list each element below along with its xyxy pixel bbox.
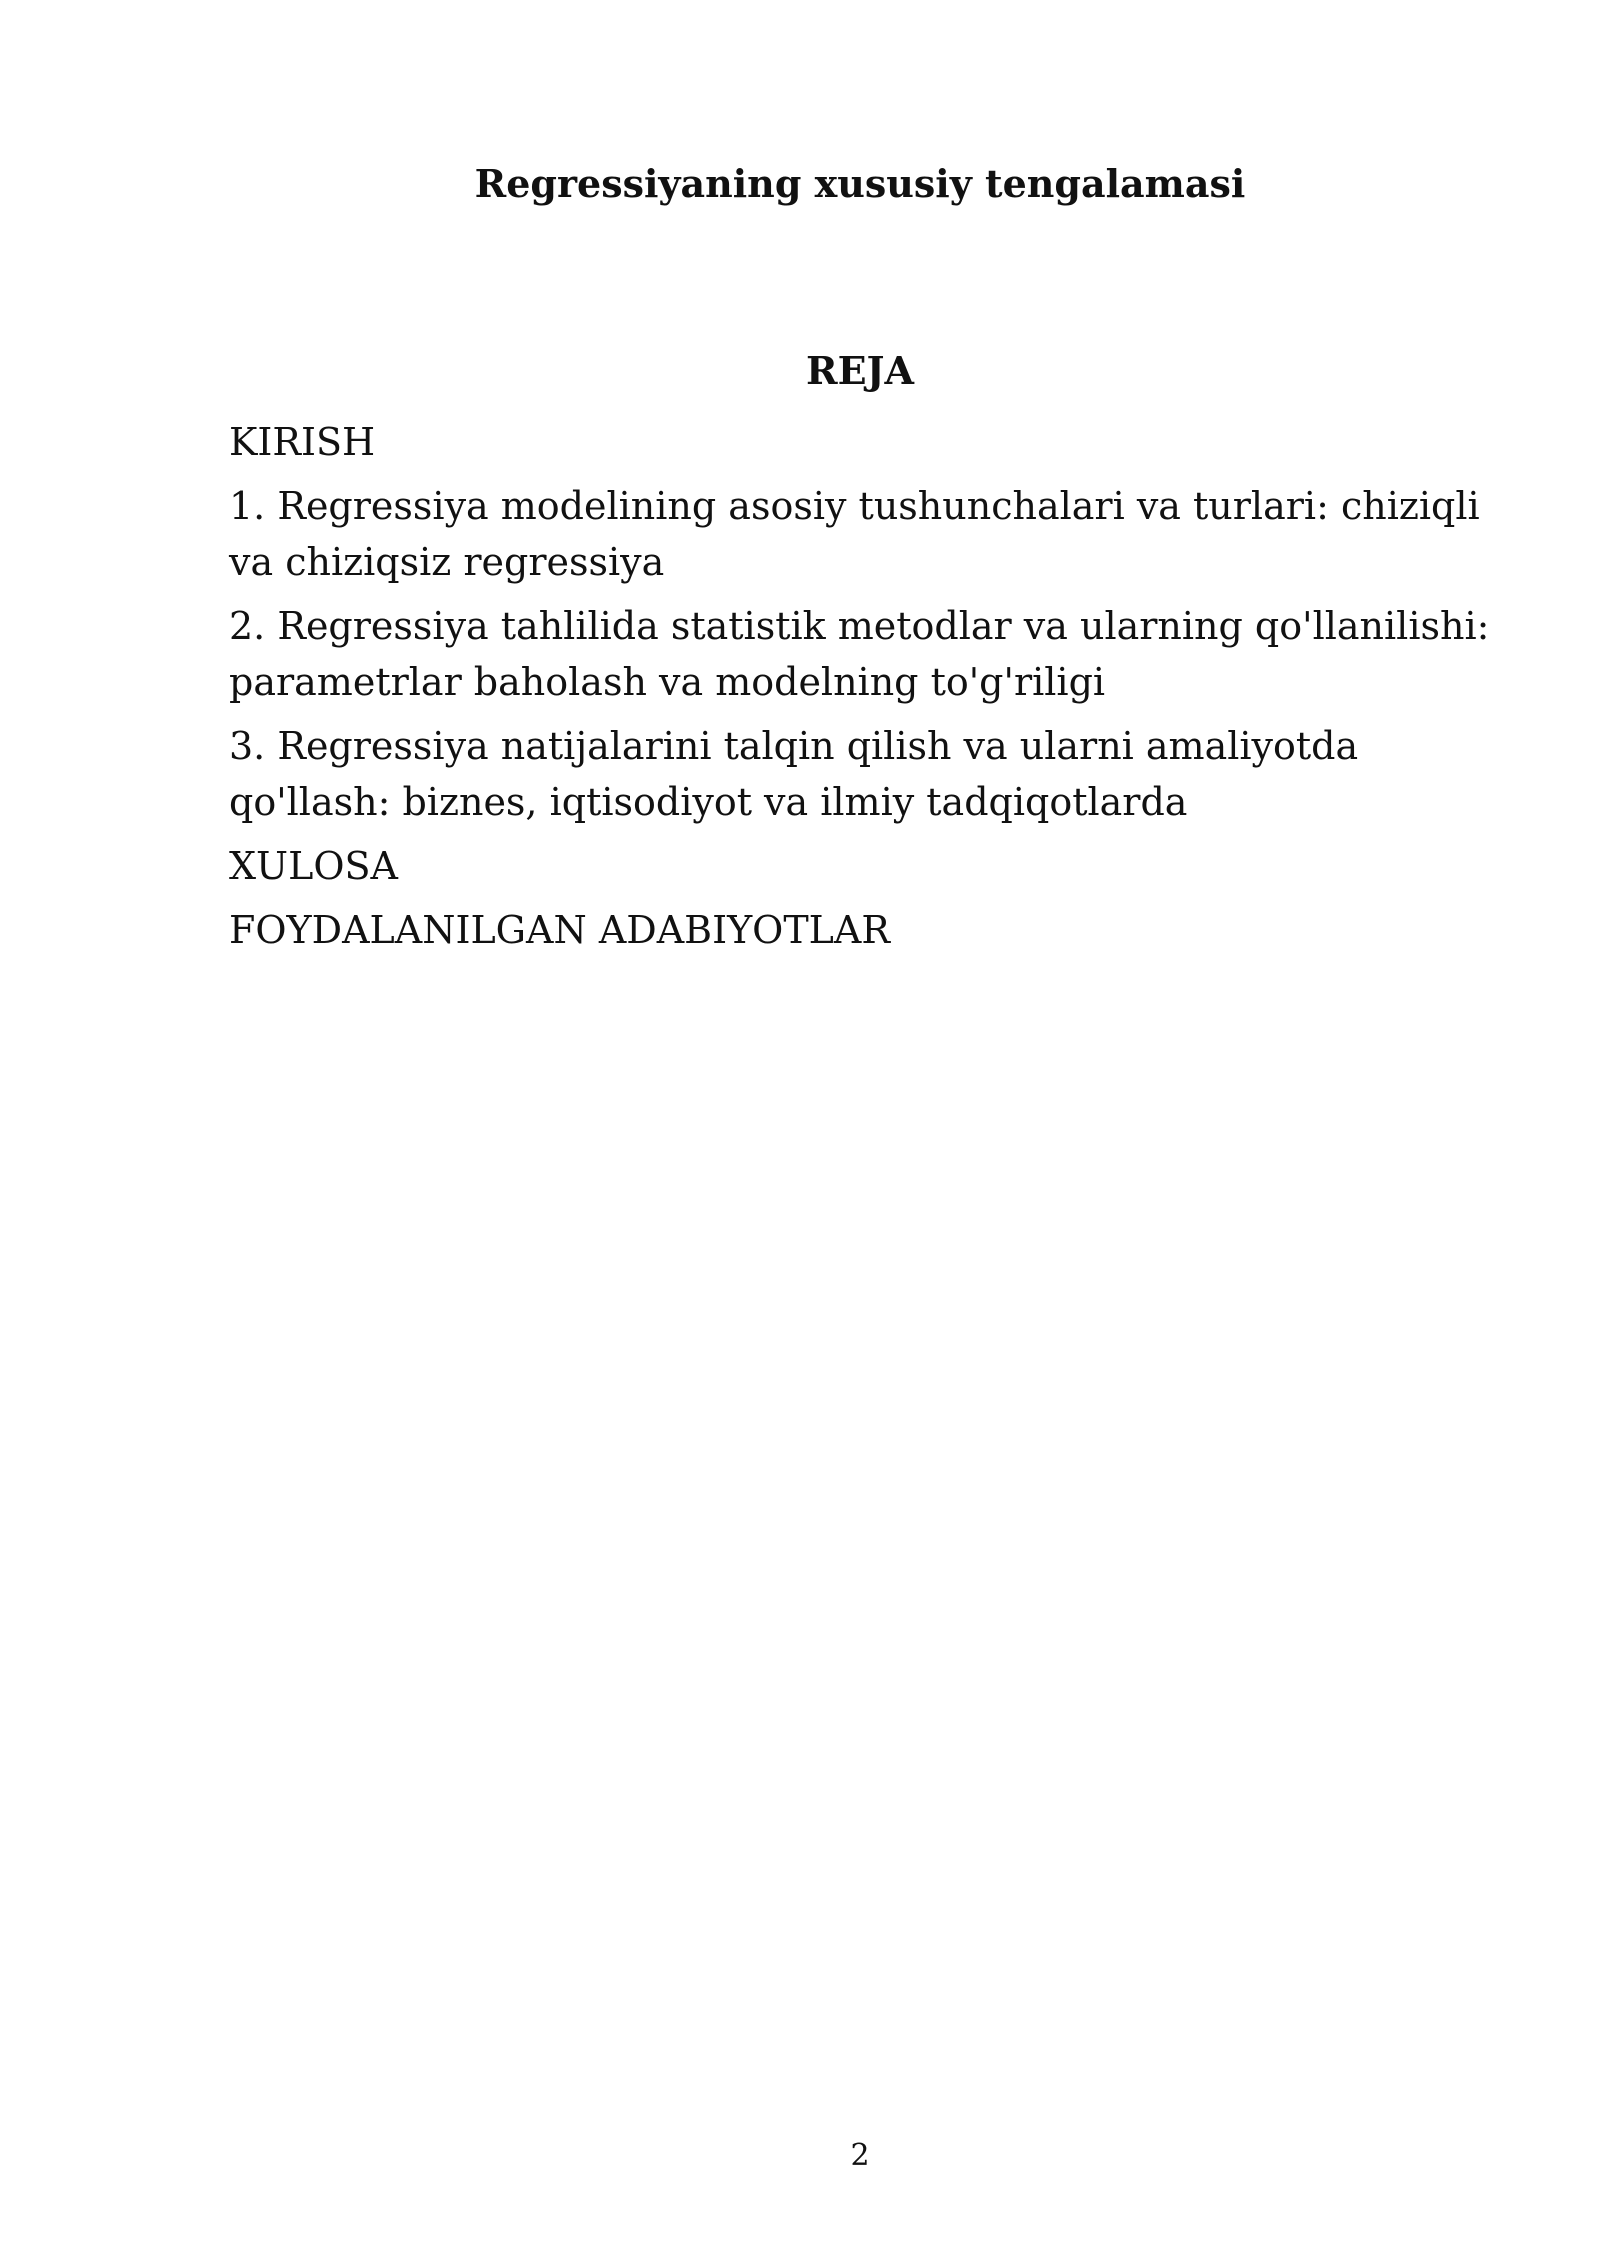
plan-item-1: 1. Regressiya modelining asosiy tushunchalari va turlari: chiziqli va chiziqsiz regressiya xyxy=(229,484,1480,584)
plan-item-3: 3. Regressiya natijalarini talqin qilish va ularni amaliyotda qo'llash: biznes, iqtisodiyot va ilmiy tadqiqotlarda xyxy=(229,724,1359,824)
plan-item-intro: KIRISH xyxy=(229,420,376,464)
plan-list xyxy=(229,414,1509,966)
plan-item-references: FOYDALANILGAN ADABIYOTLAR xyxy=(229,908,890,952)
document-title: Regressiyaning xususiy tengalamasi xyxy=(474,161,1246,206)
page-number: 2 xyxy=(850,2138,870,2173)
plan-item-2: 2. Regressiya tahlilida statistik metodlar va ularning qo'llanilishi: parametrlar baholash va modelning to'g'riligi xyxy=(229,604,1490,704)
plan-item-conclusion: XULOSA xyxy=(229,844,398,888)
plan-heading: REJA xyxy=(805,348,914,393)
